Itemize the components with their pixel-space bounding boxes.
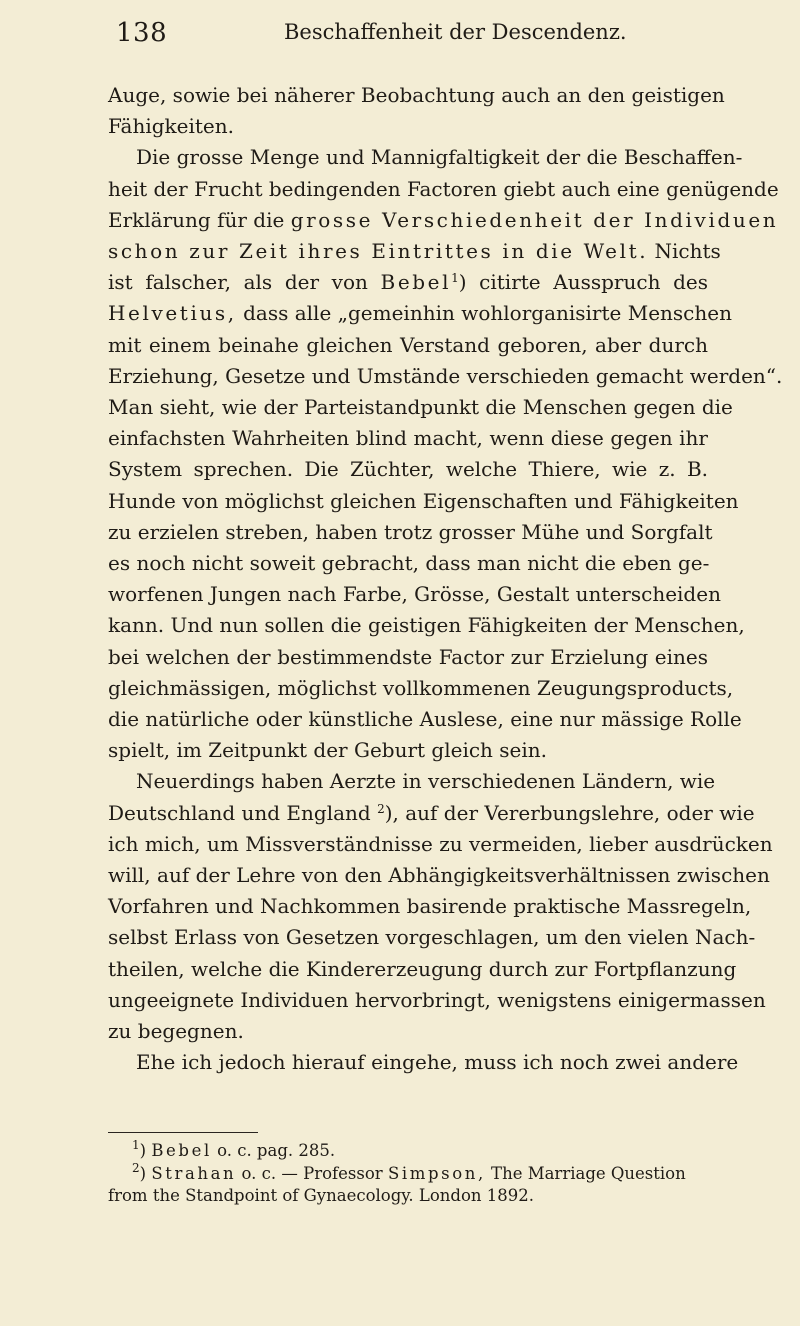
- running-title: Beschaffenheit der Descendenz.: [284, 20, 627, 44]
- text-line: spielt, im Zeitpunkt der Geburt gleich sein.: [108, 738, 548, 763]
- text-line: Fähigkeiten.: [108, 114, 234, 139]
- footnote-ref: 1: [451, 271, 459, 286]
- text-line: kann. Und nun sollen die geistigen Fähigkeiten der Menschen,: [108, 613, 745, 638]
- emphasis-text: grosse Verschiedenheit der Individuen: [290, 207, 779, 232]
- text-line: Vorfahren und Nachkommen basirende praktische Massregeln,: [108, 894, 752, 919]
- author-name: Strahan: [151, 1163, 237, 1183]
- footnote-mark: 2: [132, 1160, 140, 1175]
- text-line: Deutschland und England $^2$), auf der Vererbungslehre, oder wie: [108, 800, 755, 825]
- text-line: Erklärung für die grosse Verschiedenheit der Individuen: [108, 207, 779, 232]
- text-line: schon zur Zeit ihres Eintrittes in die Welt. Nichts: [108, 239, 721, 264]
- footnote-mark: 1: [132, 1138, 140, 1152]
- footnote-1: $^1$) Bebel o. c. pag. 285.: [132, 1138, 336, 1160]
- footnotes: [108, 1140, 708, 1208]
- text-line: ungeeignete Individuen hervorbringt, wenigstens einigermassen: [108, 987, 766, 1012]
- body-text: [108, 80, 783, 1079]
- text-line: ich mich, um Missverständnisse zu vermeiden, lieber ausdrücken: [108, 831, 773, 856]
- text-line: bei welchen der bestimmendste Factor zur Erzielung eines: [108, 644, 708, 669]
- text-line: theilen, welche die Kindererzeugung durch zur Fortpflanzung: [108, 956, 737, 981]
- text-line: worfenen Jungen nach Farbe, Grösse, Gestalt unterscheiden: [108, 582, 721, 607]
- footnote-2: $^2$) Strahan o. c. — Professor Simpson, The Marriage Question: [132, 1160, 686, 1183]
- text-line: zu begegnen.: [108, 1019, 244, 1044]
- footnote-ref: 2: [377, 801, 385, 816]
- text-line: Die grosse Menge und Mannigfaltigkeit der die Beschaffen-: [136, 145, 743, 170]
- text-line: die natürliche oder künstliche Auslese, eine nur mässige Rolle: [108, 707, 742, 732]
- text-line: heit der Frucht bedingenden Factoren giebt auch eine genügende: [108, 176, 779, 201]
- author-name: Simpson,: [387, 1163, 486, 1183]
- footnote-2-continued: from the Standpoint of Gynaecology. London 1892.: [108, 1186, 535, 1205]
- text-line: Neuerdings haben Aerzte in verschiedenen Ländern, wie: [136, 769, 716, 794]
- page-number: 138: [116, 18, 168, 48]
- text-line: Man sieht, wie der Parteistandpunkt die Menschen gegen die: [108, 395, 733, 420]
- page-header: [0, 14, 800, 54]
- text-line: einfachsten Wahrheiten blind macht, wenn diese gegen ihr: [108, 426, 708, 451]
- text-line: gleichmässigen, möglichst vollkommenen Zeugungsproducts,: [108, 675, 734, 700]
- author-name: Bebel: [380, 270, 452, 295]
- text-line: System sprechen. Die Züchter, welche Thiere, wie z. B.: [108, 457, 708, 482]
- text-line: Erziehung, Gesetze und Umstände verschieden gemacht werden“.: [108, 363, 783, 388]
- text-line: selbst Erlass von Gesetzen vorgeschlagen, um den vielen Nach-: [108, 925, 756, 950]
- author-name: Helvetius,: [108, 301, 237, 326]
- footnote-divider: [108, 1132, 258, 1133]
- text-line: Hunde von möglichst gleichen Eigenschaften und Fähigkeiten: [108, 488, 739, 513]
- text-line: mit einem beinahe gleichen Verstand geboren, aber durch: [108, 332, 708, 357]
- author-name: Bebel: [151, 1141, 212, 1160]
- text-line: Auge, sowie bei näherer Beobachtung auch an den geistigen: [108, 83, 725, 107]
- emphasis-text: schon zur Zeit ihres Eintrittes in die Welt.: [108, 239, 649, 264]
- text-line: Ehe ich jedoch hierauf eingehe, muss ich noch zwei andere: [136, 1050, 739, 1075]
- text-line: es noch nicht soweit gebracht, dass man nicht die eben ge-: [108, 551, 710, 576]
- text-line: Helvetius, dass alle „gemeinhin wohlorganisirte Menschen: [108, 301, 732, 326]
- text-line: zu erzielen streben, haben trotz grosser Mühe und Sorgfalt: [108, 519, 713, 544]
- text-line: will, auf der Lehre von den Abhängigkeitsverhältnissen zwischen: [108, 863, 770, 888]
- text-line: ist falscher, als der von Bebel$^1$) citirte Ausspruch des: [108, 270, 708, 295]
